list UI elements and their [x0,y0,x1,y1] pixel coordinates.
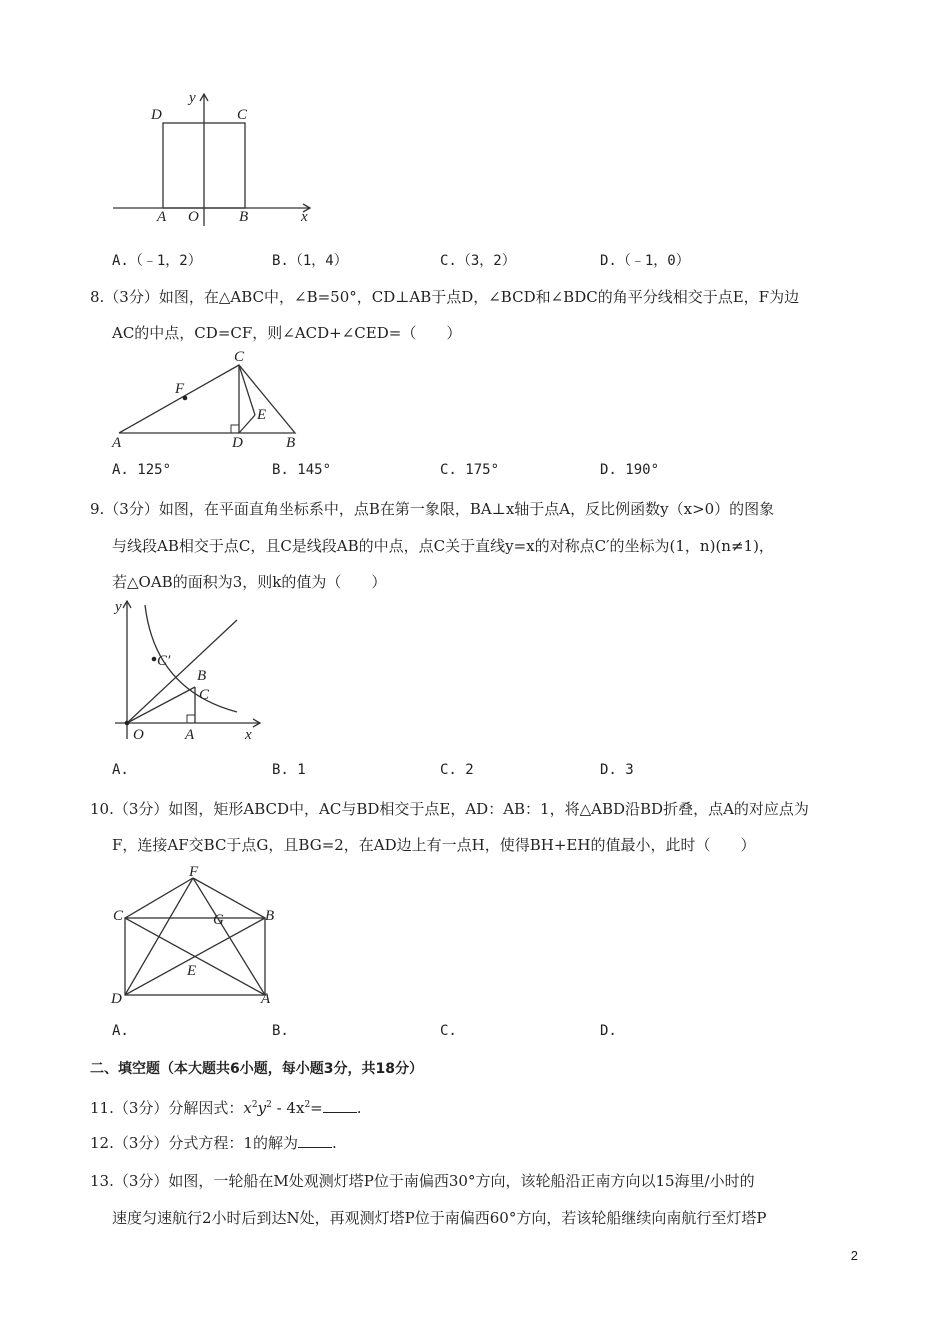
q11-expr-b: y [257,1099,267,1117]
q8-option-c: C. 175° [440,462,500,478]
q10-label-d: D [111,991,122,1007]
q11-expr-c: - 4x [271,1099,305,1117]
q10-label-b: B [265,908,275,924]
q8-label-b: B [286,435,296,451]
q11-expr-d: = [310,1099,323,1117]
q11-answer-blank[interactable] [323,1098,357,1113]
q13-line2: 速度匀速航行2小时后到达N处，再观测灯塔P位于南偏西60°方向，若该轮船继续向南航行至灯塔P [112,1209,767,1227]
q10-option-a: A. [112,1023,129,1039]
q8-label-a: A [112,435,122,451]
q7-option-a: A.（﹣1，2） [112,253,202,269]
q9-label-c: C [199,687,210,703]
q8-option-b: B. 145° [272,462,332,478]
q9-option-c: C. 2 [440,762,474,778]
q7-option-c: C.（3，2） [440,253,516,269]
q10-label-e: E [187,963,197,979]
q9-line3: 若△OAB的面积为3，则k的值为（ ） [112,573,387,591]
section-title: 二、填空题（本大题共6小题，每小题3分，共18分） [90,1061,423,1077]
q11: 11.（3分）分解因式：$x^2y^2 - 4x^2=$ . [90,1099,362,1117]
q12-suffix: . [331,1134,337,1152]
q9-line1: 9.（3分）如图，在平面直角坐标系中，点B在第一象限，BA⊥x轴于点A，反比例函数y（x>0）的图象 [90,500,775,518]
page-number: 2 [850,1248,858,1263]
q9-option-d: D. 3 [600,762,634,778]
q7-label-o: O [188,209,199,225]
q10-label-c: C [113,908,124,924]
q8-figure [105,345,315,453]
q11-suffix: . [356,1099,362,1117]
q7-label-c: C [237,107,248,123]
q9-figure [105,595,270,745]
q7-option-b: B.（1，4） [272,253,348,269]
q10-option-d: D. [600,1023,617,1039]
q12 [90,1132,337,1154]
q9-label-c-prime: C′ [157,653,171,669]
q8-label-e: E [257,407,267,423]
q7-label-x: x [301,209,308,225]
q9-label-x: x [245,727,252,743]
q9-option-a: A. [112,762,129,778]
q10-option-c: C. [440,1023,457,1039]
q7-option-d: D.（﹣1，0） [600,253,690,269]
q8-line1: 8.（3分）如图，在△ABC中，∠B=50°，CD⊥AB于点D，∠BCD和∠BDC的角平分线相交于点E，F为边 [90,288,800,306]
q8-label-f: F [175,381,185,397]
q10-line2: F，连接AF交BC于点G，且BG=2，在AD边上有一点H，使得BH+EH的值最小，此时（ ） [112,836,756,854]
q9-label-a: A [185,727,195,743]
q10-label-g: G [213,912,224,928]
q7-label-y: y [189,90,196,106]
q9-option-b: B. 1 [272,762,306,778]
q7-label-d: D [151,107,162,123]
q12-answer-blank[interactable] [298,1133,332,1148]
q12-prefix: 12.（3分）分式方程：1的解为 [90,1134,298,1152]
q10-label-f: F [189,864,199,880]
q13-line1: 13.（3分）如图，一轮船在M处观测灯塔P位于南偏西30°方向，该轮船沿正南方向以15海里/小时的 [90,1172,755,1190]
q7-label-b: B [239,209,249,225]
q11-prefix: 11.（3分）分解因式： [90,1099,244,1117]
q7-label-a: A [157,209,167,225]
q8-label-d: D [232,435,243,451]
q8-line2: AC的中点，CD=CF，则∠ACD+∠CED=（ ） [112,324,462,342]
q10-figure [105,860,290,1010]
q8-option-d: D. 190° [600,462,660,478]
q9-line2: 与线段AB相交于点C，且C是线段AB的中点，点C关于直线y=x的对称点C′的坐标为(1，n)(n≠1)， [112,537,774,555]
q10-option-b: B. [272,1023,289,1039]
q9-label-b: B [197,668,207,684]
q10-label-a: A [261,991,271,1007]
q9-label-o: O [133,727,144,743]
q8-label-c: C [234,349,245,365]
q8-option-a: A. 125° [112,462,172,478]
q9-label-y: y [115,599,122,615]
q10-line1: 10.（3分）如图，矩形ABCD中，AC与BD相交于点E，AD：AB：1，将△ABD沿BD折叠，点A的对应点为 [90,800,809,818]
q7-figure [105,88,325,228]
q11-expr-a: x [243,1099,252,1117]
